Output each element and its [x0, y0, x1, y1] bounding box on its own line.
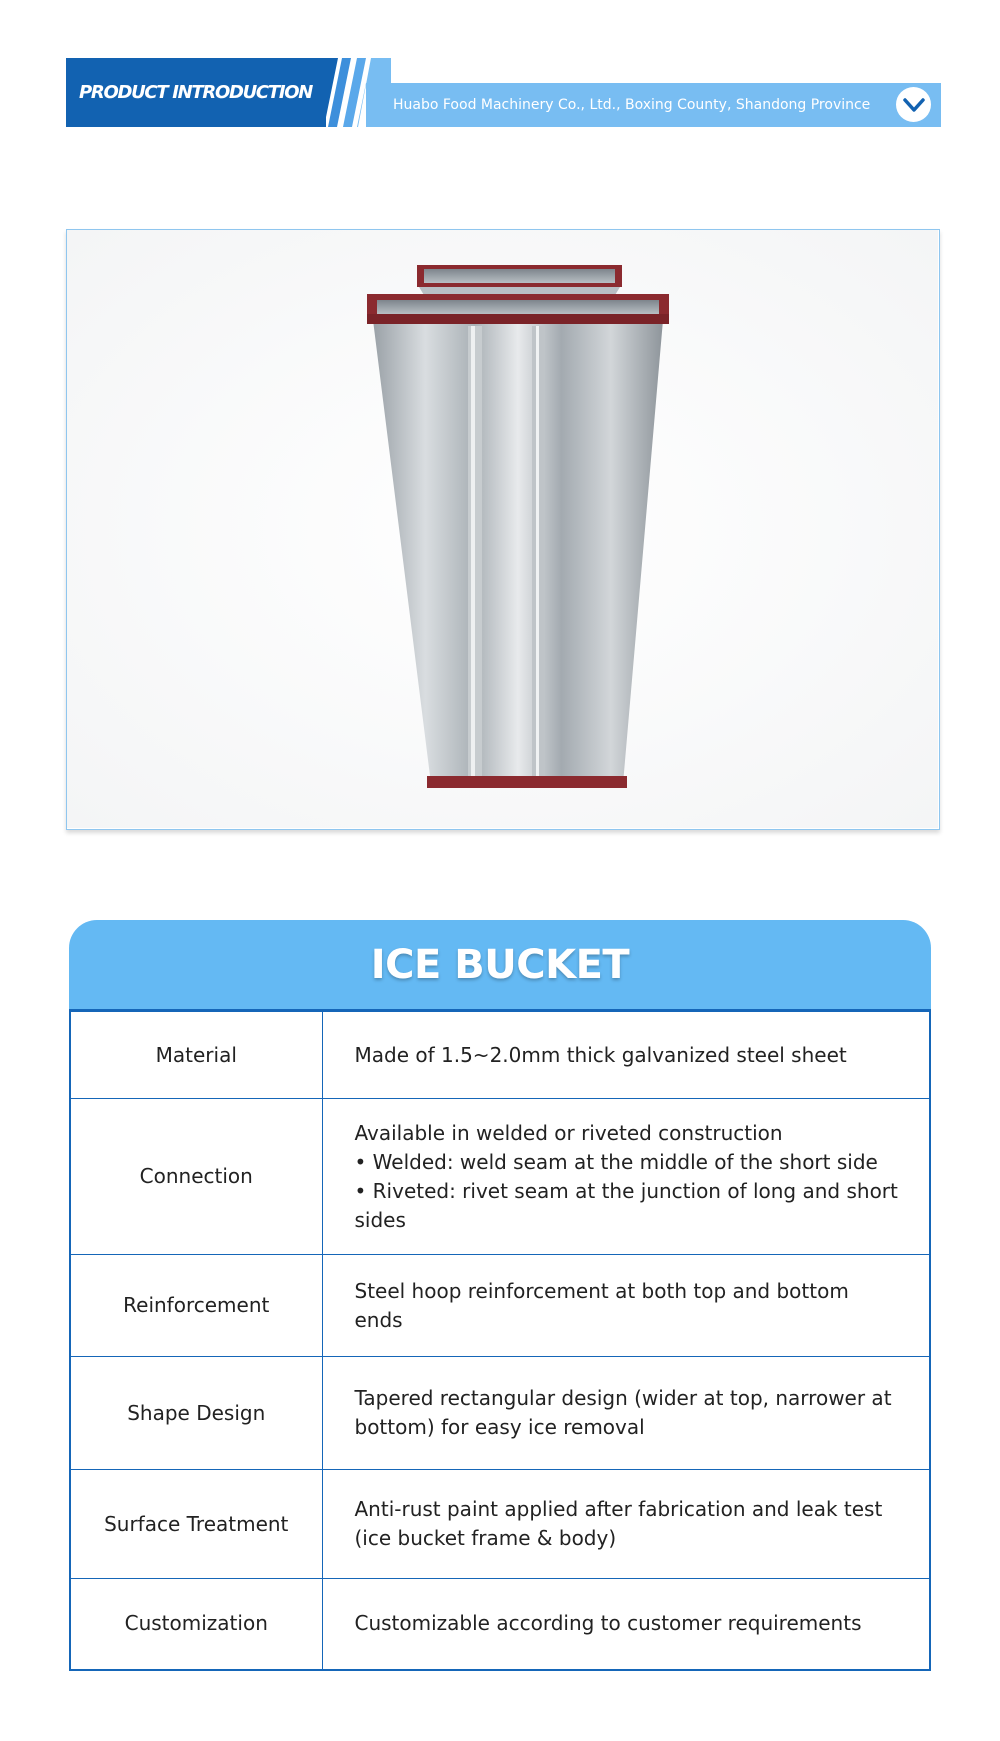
- header-banner: [66, 58, 941, 127]
- table-row: [70, 1357, 930, 1470]
- row-value: [322, 1011, 930, 1099]
- spec-grid: [69, 1009, 931, 1671]
- section-tag: [66, 58, 326, 127]
- row-label: Material: [70, 1011, 322, 1099]
- table-row: [70, 1255, 930, 1357]
- row-value: [322, 1357, 930, 1470]
- row-value: [322, 1470, 930, 1579]
- value-line: Tapered rectangular design (wider at top, narrower at bottom) for easy ice removal: [354, 1386, 892, 1439]
- table-row: [70, 1011, 930, 1099]
- table-row: [70, 1099, 930, 1255]
- value-line: • Welded: weld seam at the middle of the short side: [354, 1149, 878, 1174]
- table-row: [70, 1470, 930, 1579]
- row-label: Customization: [70, 1579, 322, 1670]
- product-title: ICE BUCKET: [370, 941, 630, 988]
- chevron-down-icon[interactable]: [896, 87, 931, 122]
- row-label: Surface Treatment: [70, 1470, 322, 1579]
- row-value: [322, 1099, 930, 1255]
- table-row: [70, 1579, 930, 1670]
- row-label: Connection: [70, 1099, 322, 1255]
- ice-bucket-photo: [67, 230, 938, 828]
- value-line: Made of 1.5~2.0mm thick galvanized steel sheet: [354, 1042, 847, 1067]
- row-value: [322, 1255, 930, 1357]
- banner-stripes-icon: [321, 58, 391, 127]
- company-name: Huabo Food Machinery Co., Ltd., Boxing County, Shandong Province: [393, 97, 871, 113]
- product-photo: [66, 229, 940, 830]
- value-line: Anti-rust paint applied after fabrication and leak test (ice bucket frame & body): [354, 1497, 883, 1550]
- row-value: [322, 1579, 930, 1670]
- row-label: Shape Design: [70, 1357, 322, 1470]
- value-line: Steel hoop reinforcement at both top and bottom ends: [354, 1278, 849, 1332]
- value-line: Available in welded or riveted construction: [354, 1120, 783, 1145]
- spec-table: [69, 920, 931, 1671]
- value-line: • Riveted: rivet seam at the junction of long and short sides: [354, 1178, 898, 1232]
- value-line: Customizable according to customer requirements: [354, 1611, 862, 1636]
- spec-header: [69, 920, 931, 1009]
- row-label: Reinforcement: [70, 1255, 322, 1357]
- section-tag-label: PRODUCT INTRODUCTION: [79, 82, 312, 103]
